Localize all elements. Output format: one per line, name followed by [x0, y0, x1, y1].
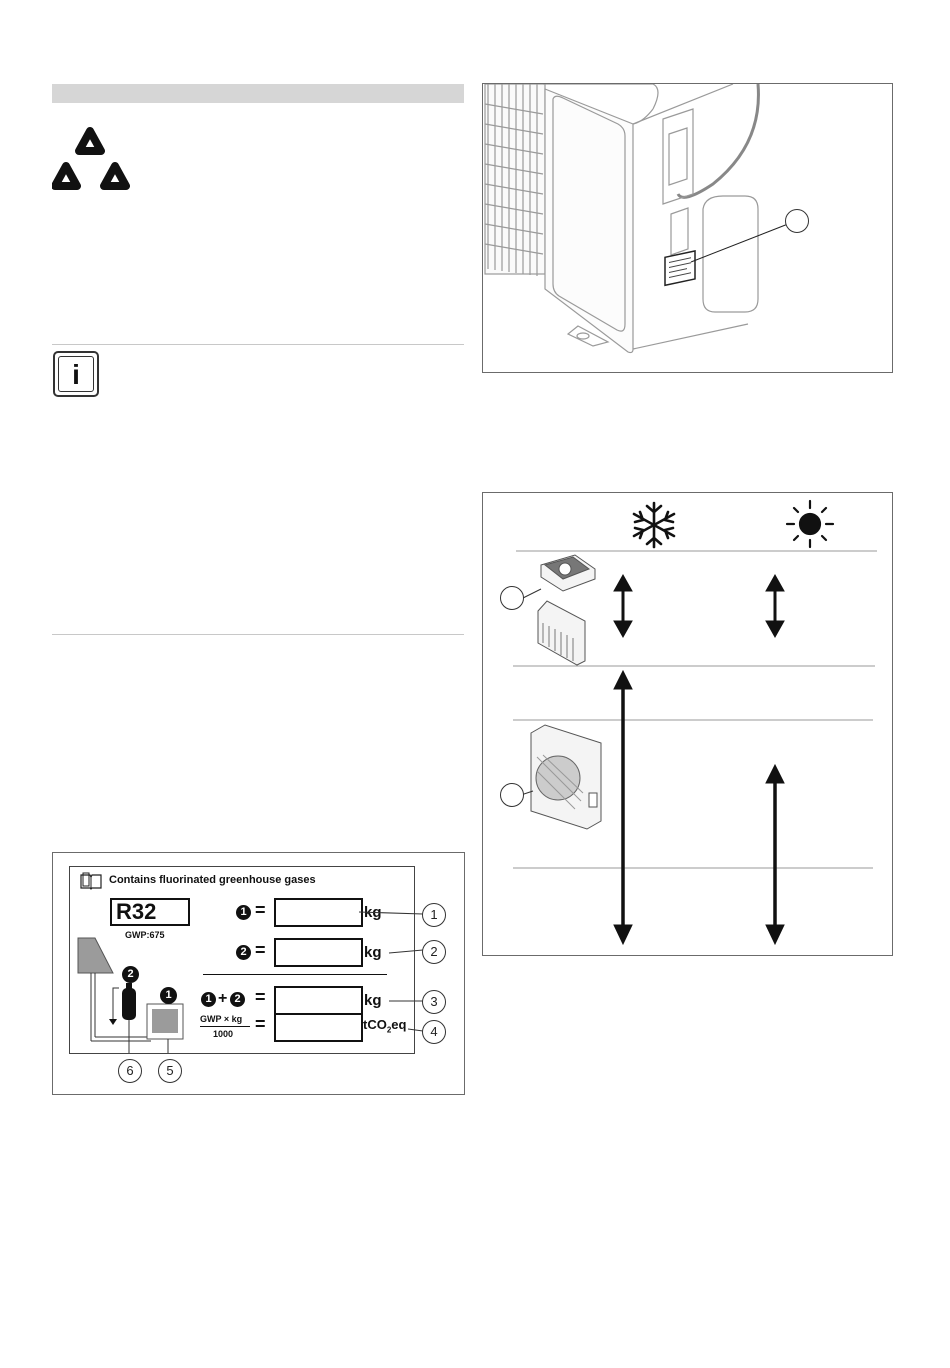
callout-6: 6 — [118, 1059, 142, 1083]
circle-1: 1 — [201, 992, 216, 1007]
outdoor-unit-figure — [482, 83, 893, 373]
sun-icon — [787, 501, 833, 547]
callout-1: 1 — [422, 903, 446, 927]
refrigerant-type: R32 — [110, 898, 190, 926]
info-letter: i — [58, 356, 94, 392]
info-i-icon — [53, 351, 99, 397]
indoor-unit-icon — [538, 555, 595, 665]
outdoor-unit-icon — [531, 725, 601, 829]
unit-kg: kg — [364, 992, 382, 1009]
circle-2: 2 — [236, 945, 251, 960]
label-header: Contains fluorinated greenhouse gases — [109, 874, 316, 886]
divider — [52, 344, 464, 345]
circle-1: 1 — [236, 905, 251, 920]
callout-nameplate — [785, 209, 809, 233]
divider — [52, 634, 464, 635]
callout-outdoor — [500, 783, 524, 807]
callout-4: 4 — [422, 1020, 446, 1044]
unit-eq: eq — [391, 1017, 407, 1032]
snowflake-icon — [634, 503, 674, 547]
circle-2: 2 — [230, 992, 245, 1007]
unit-sub: 2 — [386, 1025, 392, 1035]
outdoor-unit-drawing — [483, 84, 892, 372]
gwp-value: GWP:675 — [125, 930, 165, 940]
installation-distance-figure — [482, 492, 893, 956]
callout-indoor — [500, 586, 524, 610]
equals: = — [255, 940, 266, 960]
unit-kg: kg — [364, 944, 382, 961]
formula-bottom: 1000 — [213, 1029, 234, 1039]
callout-2: 2 — [422, 940, 446, 964]
triangle-warning-cluster-icon — [52, 124, 132, 194]
equals: = — [255, 987, 266, 1007]
callout-leaders — [53, 853, 464, 1094]
equals: = — [255, 900, 266, 920]
unit-kg: kg — [364, 904, 382, 921]
distance-diagram — [483, 493, 892, 955]
callout-3: 3 — [422, 990, 446, 1014]
section-header-bar — [52, 84, 464, 103]
refrigerant-label-figure — [52, 852, 465, 1095]
callout-5: 5 — [158, 1059, 182, 1083]
formula-top: GWP × kg — [200, 1014, 243, 1024]
unit-t: tCO — [363, 1017, 387, 1032]
circle-1: 1 — [160, 987, 177, 1004]
plus: + — [218, 990, 228, 1007]
circle-2: 2 — [122, 966, 139, 983]
equals: = — [255, 1014, 266, 1034]
